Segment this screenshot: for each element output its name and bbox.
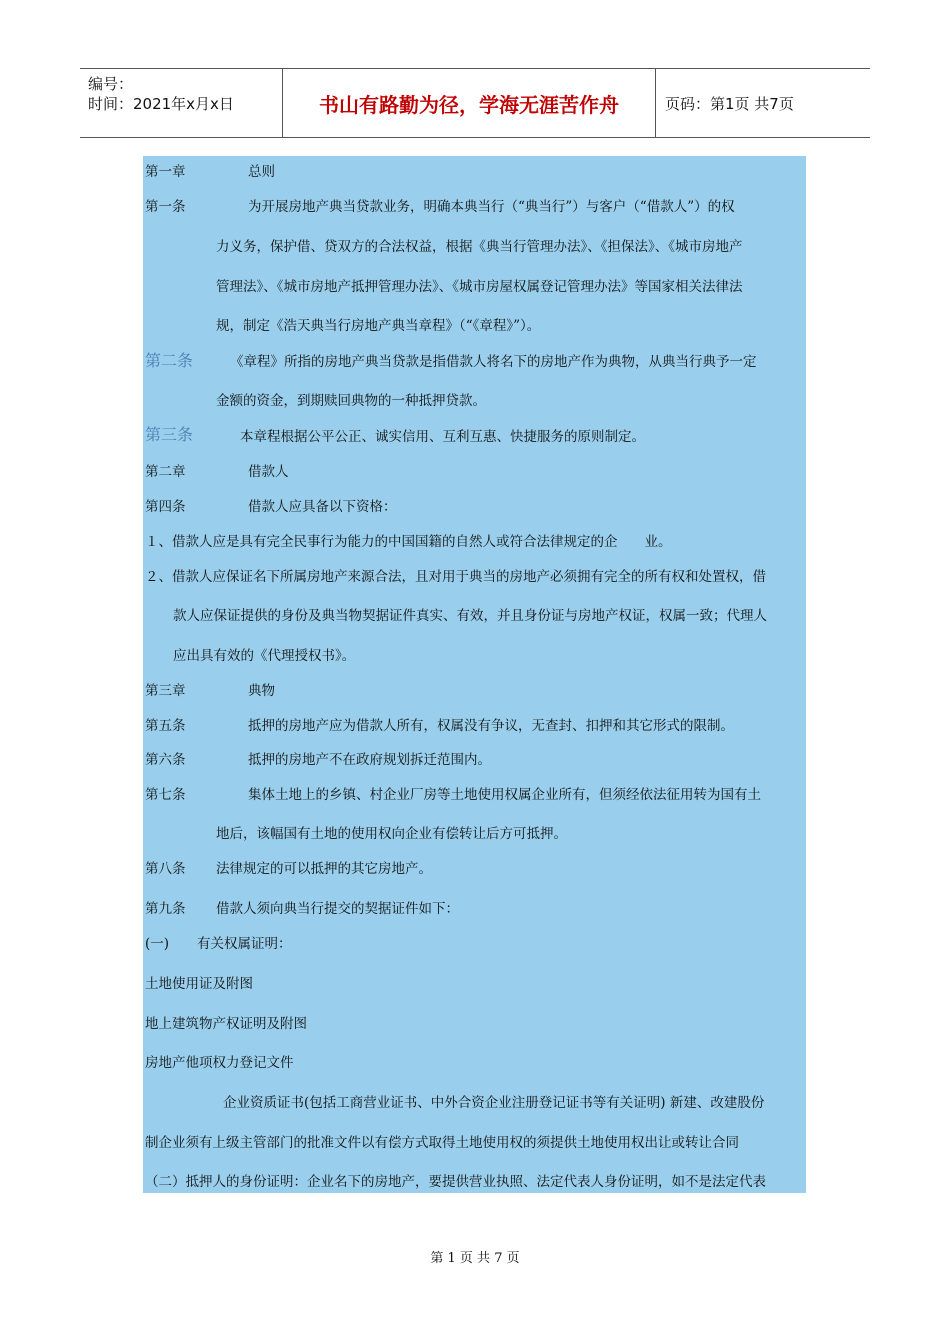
article-text: 抵押的房地产应为借款人所有，权属没有争议，无查封、扣押和其它形式的限制。	[248, 718, 734, 734]
line-label: 第二章	[145, 464, 186, 480]
article-text: 抵押的房地产不在政府规划拆迁范围内。	[248, 752, 491, 768]
line-label: 第一条	[145, 199, 186, 215]
article-text: 企业资质证书(包括工商营业证书、中外合资企业注册登记证书等有关证明) 新建、改建股份	[223, 1095, 765, 1111]
article-text: 有关权属证明：	[197, 936, 292, 952]
line-label: 第三章	[145, 683, 186, 699]
document-header	[80, 68, 870, 138]
line-label: 第五条	[145, 718, 186, 734]
article-text: 金额的资金，到期赎回典物的一种抵押贷款。	[216, 393, 486, 409]
line-label: 第九条	[145, 901, 186, 917]
article-text: 借款人应具备以下资格：	[248, 499, 397, 515]
header-meta	[80, 69, 282, 137]
article-text: 应出具有效的《代理授权书》。	[173, 648, 356, 664]
line-label: 第三条	[145, 425, 194, 444]
chapter-title: 典物	[248, 683, 275, 699]
list-item: 土地使用证及附图	[145, 976, 253, 992]
article-text: ２、借款人应保证名下所属房地产来源合法，且对用于典当的房地产必须拥有完全的所有权和处置权，借	[145, 569, 766, 585]
header-motto: 书山有路勤为径，学海无涯苦作舟	[319, 92, 619, 117]
header-divider	[655, 69, 656, 137]
list-item: 地上建筑物产权证明及附图	[145, 1016, 307, 1032]
article-text: 管理法》、《城市房地产抵押管理办法》、《城市房屋权属登记管理办法》等国家相关法律法	[216, 279, 743, 295]
line-label: 第八条	[145, 861, 186, 877]
article-text: １、借款人应是具有完全民事行为能力的中国国籍的自然人或符合法律规定的企 业。	[145, 534, 672, 550]
line-label: (一)	[145, 936, 170, 952]
article-text: 本章程根据公平公正、诚实信用、互利互惠、快捷服务的原则制定。	[240, 429, 645, 445]
number-label: 编号：	[88, 75, 134, 93]
line-label: 第六条	[145, 752, 186, 768]
article-text: 《章程》所指的房地产典当贷款是指借款人将名下的房地产作为典物，从典当行典予一定	[230, 354, 757, 370]
article-text: 为开展房地产典当贷款业务，明确本典当行（“典当行”）与客户（“借款人”）的权	[248, 199, 735, 215]
article-text: 集体土地上的乡镇、村企业厂房等土地使用权属企业所有，但须经依法征用转为国有土	[248, 787, 761, 803]
line-label: 第一章	[145, 164, 186, 180]
date-label: 时间：2021年x月x日	[88, 95, 234, 113]
header-page-info: 页码：第1页 共7页	[665, 94, 794, 113]
line-label: 第四条	[145, 499, 186, 515]
chapter-title: 总则	[248, 164, 275, 180]
article-text: 制企业须有上级主管部门的批准文件以有偿方式取得土地使用权的须提供土地使用权出让或转让合同	[145, 1135, 739, 1151]
article-text: 力义务，保护借、贷双方的合法权益，根据《典当行管理办法》、《担保法》、《城市房地产	[216, 239, 743, 255]
article-text: 地后，该幅国有土地的使用权向企业有偿转让后方可抵押。	[216, 826, 567, 842]
document-body	[143, 156, 806, 1193]
article-text: （二）抵押人的身份证明：企业名下的房地产，要提供营业执照、法定代表人身份证明，如不是法定代表	[145, 1174, 766, 1190]
article-text: 法律规定的可以抵押的其它房地产。	[216, 861, 432, 877]
article-text: 款人应保证提供的身份及典当物契据证件真实、有效，并且身份证与房地产权证，权属一致；代理人	[173, 608, 767, 624]
line-label: 第二条	[145, 351, 194, 370]
article-text: 规，制定《浩天典当行房地产典当章程》（“《章程》”）。	[216, 318, 541, 334]
page-footer: 第 1 页 共 7 页	[430, 1251, 520, 1266]
chapter-title: 借款人	[248, 464, 289, 480]
list-item: 房地产他项权力登记文件	[145, 1055, 294, 1071]
line-label: 第七条	[145, 787, 186, 803]
article-text: 借款人须向典当行提交的契据证件如下：	[216, 901, 459, 917]
